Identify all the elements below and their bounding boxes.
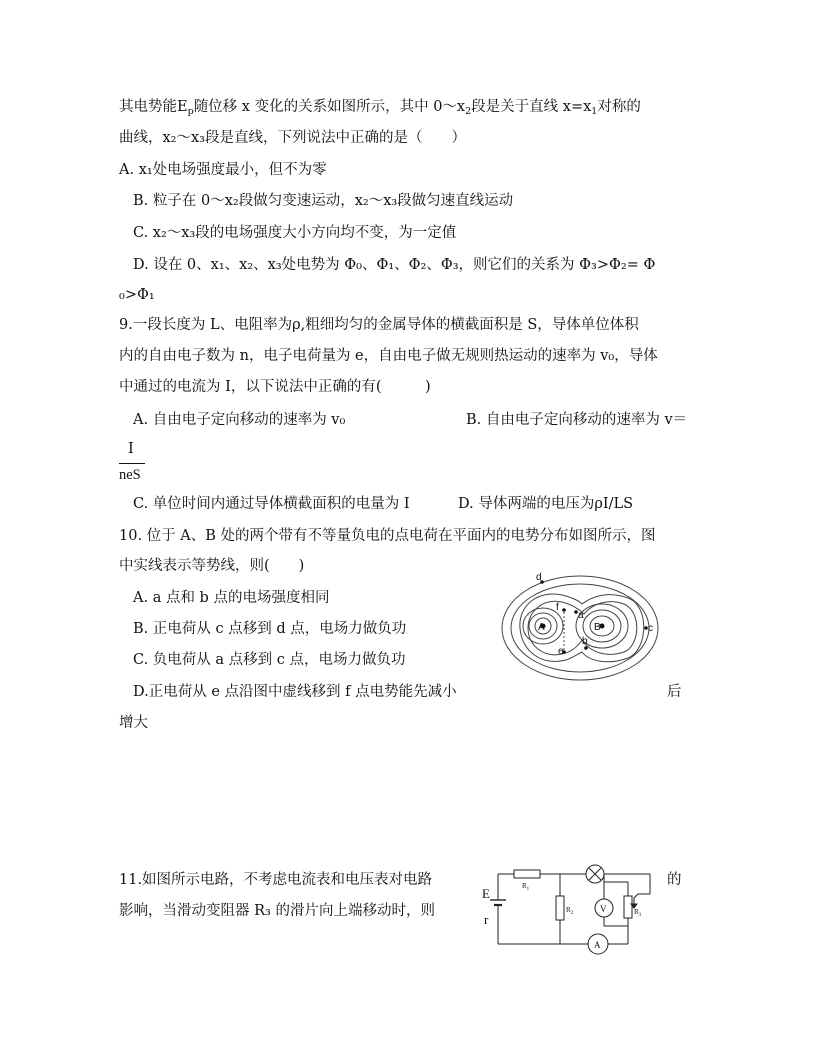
q8-text: 对称的 [597, 99, 641, 115]
q8-option-d: D. 设在 0、x₁、x₂、x₃处电势为 Φ₀、Φ₁、Φ₂、Φ₃，则它们的关系为 Φ₃>Φ₂= Φ [133, 257, 656, 273]
label-R3: $R_3$ [634, 908, 642, 918]
label-a: a [578, 610, 584, 621]
q8-option-d-cont: ₀>Φ₁ [119, 287, 155, 303]
label-A: A [538, 622, 545, 633]
q11-stem-line-2: 影响，当滑动变阻器 R₃ 的滑片向上端移动时，则 [119, 903, 435, 919]
label-E: E [482, 886, 490, 901]
label-R2: $R_2$ [566, 906, 574, 916]
equipotential-figure [498, 568, 668, 692]
q10-option-a: A. a 点和 b 点的电场强度相同 [133, 590, 330, 606]
q9-option-b: B. 自由电子定向移动的速率为 v＝ [466, 412, 688, 428]
x2-symbol: x [456, 99, 466, 115]
fraction-denominator: neS [119, 467, 141, 483]
q10-stem-line-1: 10. 位于 A、B 处的两个带有不等量负电的点电荷在平面内的电势分布如图所示，图 [119, 528, 656, 544]
resistor-r2 [556, 896, 564, 920]
label-V: V [600, 904, 607, 914]
x1-symbol: x [583, 99, 592, 115]
label-e: e [558, 646, 564, 657]
q10-stem-line-2: 中实线表示等势线，则( ) [119, 558, 305, 574]
circuit-figure [478, 860, 658, 962]
q8-text: 其电势能 [119, 99, 177, 115]
q10-option-d: D.正电荷从 e 点沿图中虚线移到 f 点电势能先减小 [133, 684, 457, 700]
q9-option-c: C. 单位时间内通过导体横截面积的电量为 I [133, 496, 410, 512]
q9-stem-line-1: 9.一段长度为 L、电阻率为ρ,粗细均匀的金属导体的横截面积是 S，导体单位体积 [119, 317, 639, 333]
label-f: f [556, 602, 559, 613]
label-r: r [484, 912, 489, 927]
q10-option-b: B. 正电荷从 c 点移到 d 点，电场力做负功 [133, 621, 407, 637]
q11-stem-line-1: 11.如图所示电路，不考虑电流表和电压表对电路 [119, 872, 433, 888]
x1-subscript: 1 [591, 106, 598, 117]
q9-stem-line-3: 中通过的电流为 I，以下说法中正确的有( ) [119, 379, 431, 395]
q8-text: 随位移 x 变化的关系如图所示，其中 0～ [193, 99, 457, 115]
q9-option-a: A. 自由电子定向移动的速率为 v₀ [133, 412, 346, 428]
q10-option-d-cont: 增大 [119, 715, 148, 731]
q8-text: 段是关于直线 x= [471, 99, 584, 115]
x2-subscript: 2 [465, 106, 472, 117]
q8-option-c: C. x₂～x₃段的电场强度大小方向均不变，为一定值 [133, 225, 457, 241]
label-d: d [536, 572, 542, 583]
ep-subscript: p [187, 106, 194, 117]
ep-symbol: E [177, 99, 188, 115]
equipotential-outer-1 [502, 576, 658, 680]
q8-option-a: A. x₁处电场强度最小，但不为零 [119, 162, 327, 178]
point-f-dot [562, 608, 566, 612]
slider-arrow [634, 894, 638, 904]
q8-stem-line-2: 曲线，x₂～x₃段是直线，下列说法中正确的是（ ） [119, 130, 466, 146]
label-R1: $R_1$ [522, 882, 530, 892]
label-b: b [582, 636, 588, 647]
fraction-bar [119, 463, 145, 464]
q11-stem-line-1-tail: 的 [667, 872, 682, 888]
q10-option-d-tail: 后 [667, 684, 682, 700]
label-c: c [648, 623, 653, 634]
q9-option-d: D. 导体两端的电压为ρI/LS [458, 496, 634, 512]
fraction-numerator: I [128, 441, 134, 457]
resistor-r1 [514, 870, 540, 878]
resistor-r3 [624, 896, 632, 918]
q8-option-b: B. 粒子在 0～x₂段做匀变速运动，x₂～x₃段做匀速直线运动 [133, 193, 514, 209]
label-A-meter: A [594, 940, 601, 950]
q9-stem-line-2: 内的自由电子数为 n，电子电荷量为 e，自由电子做无规则热运动的速率为 v₀，导体 [119, 348, 658, 364]
q8-stem-line-1 [119, 97, 641, 117]
q10-option-c: C. 负电荷从 a 点移到 c 点，电场力做负功 [133, 652, 406, 668]
label-B: B [594, 622, 601, 633]
